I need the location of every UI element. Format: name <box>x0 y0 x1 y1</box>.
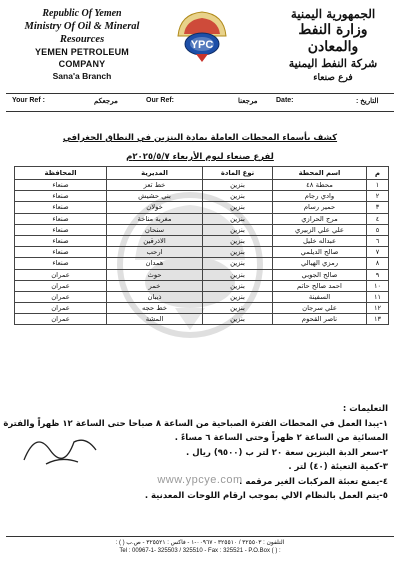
logo-text: YPC <box>190 39 214 51</box>
instruction-line: ٥-يتم العمل بالنظام الالي بموجب ارقام اللوحات المعدنية . <box>144 491 388 501</box>
arabic-ministry-label: وزارة النفط والمعادن <box>298 22 368 55</box>
english-letterhead <box>12 8 152 82</box>
governorate: صنعاء <box>15 247 107 258</box>
row-index: ٩ <box>367 269 389 280</box>
material-type: بنزين <box>203 291 273 302</box>
document-title: كشف بأسماء المحطات العاملة بمادة البنزين في النطاق الجغرافي <box>62 133 338 143</box>
district: ارحب <box>107 247 203 258</box>
material-type: بنزين <box>203 247 273 258</box>
arabic-company-label: شركة النفط اليمنية <box>288 57 378 70</box>
document-subtitle: لفرع صنعاء ليوم الأربعاء ٢٠٢٥/٥/٧م <box>126 152 274 162</box>
row-index: ٥ <box>367 224 389 235</box>
table-row <box>15 291 389 302</box>
governorate: صنعاء <box>15 191 107 202</box>
instruction-line: ٢-سعر الدبة البنزين سعة ٢٠ لتر ب (٩٥٠٠) ريال . <box>186 447 388 458</box>
table-row <box>15 191 389 202</box>
station-name: عبداله خليل <box>273 235 367 246</box>
your-ref-label: Your Ref : <box>12 97 45 104</box>
instructions-heading: التعليمات : <box>342 404 388 414</box>
station-name: حمير رسام <box>273 202 367 213</box>
governorate: عمران <box>15 291 107 302</box>
table-row <box>15 280 389 291</box>
station-name: ناصر القحوم <box>273 314 367 325</box>
table-header-row <box>15 167 389 180</box>
governorate: صنعاء <box>15 180 107 191</box>
row-index: ١ <box>367 180 389 191</box>
district: خط تعز <box>107 180 203 191</box>
district: حوث <box>107 269 203 280</box>
our-ref-label: Our Ref: <box>146 97 174 104</box>
table-row <box>15 180 389 191</box>
table-row <box>15 247 389 258</box>
instruction-line: ٣-كمية التعبئة (٤٠) لتر . <box>288 462 388 472</box>
row-index: ١١ <box>367 291 389 302</box>
table-row <box>15 314 389 325</box>
arabic-letterhead <box>274 6 392 85</box>
governorate: عمران <box>15 280 107 291</box>
row-index: ١٠ <box>367 280 389 291</box>
governorate: صنعاء <box>15 202 107 213</box>
district: همدان <box>107 258 203 269</box>
header-rule <box>6 93 394 94</box>
footer-contact-arabic: التلفون : ٣٢٥٥٠٣ / ٣٢٥٥١٠ - ٠٠٩٦٧-١ - فاكس : ٣٢٥٥٢١ - ص.ب ( ) : <box>115 540 285 546</box>
row-index: ٨ <box>367 258 389 269</box>
row-index: ٦ <box>367 235 389 246</box>
footer-rule <box>6 536 394 537</box>
branch-label: Sana'a Branch <box>52 71 112 81</box>
header-district: المديرية <box>107 167 203 180</box>
republic-label: Republic Of Yemen <box>42 8 122 19</box>
material-type: بنزين <box>203 191 273 202</box>
station-name: محطة ٤٨ <box>273 180 367 191</box>
district: سنحان <box>107 224 203 235</box>
row-index: ٧ <box>367 247 389 258</box>
reference-line <box>6 97 394 111</box>
header-station-name: اسم المحطة <box>273 167 367 180</box>
material-type: بنزين <box>203 224 273 235</box>
date-label: Date: <box>276 97 294 104</box>
station-name: السفينة <box>273 291 367 302</box>
station-name: رمزي الهيالي <box>273 258 367 269</box>
district: بني حشيش <box>107 191 203 202</box>
district: الاذرقين <box>107 235 203 246</box>
governorate: صنعاء <box>15 235 107 246</box>
arabic-republic-label: الجمهورية اليمنية <box>290 7 376 21</box>
governorate: صنعاء <box>15 258 107 269</box>
header-index: م <box>367 167 389 180</box>
website-url: www.ypcye.com <box>157 474 243 486</box>
material-type: بنزين <box>203 314 273 325</box>
governorate: صنعاء <box>15 213 107 224</box>
row-index: ٢ <box>367 191 389 202</box>
instruction-line: ١-يبدا العمل في المحطات الفترة الصباحية من الساعة ٨ صباحا حتى الساعة ١٢ ظهراً والفترة <box>3 418 388 429</box>
station-name: وادي رجام <box>273 191 367 202</box>
date-arabic-label: التاريخ : <box>356 98 379 105</box>
stations-table <box>14 166 389 325</box>
our-ref-arabic-label: مرجعنا <box>238 98 258 105</box>
district: خمر <box>107 280 203 291</box>
station-name: احمد صالح حاتم <box>273 280 367 291</box>
district: المشة <box>107 314 203 325</box>
material-type: بنزين <box>203 213 273 224</box>
your-ref-arabic-label: مرجعكم <box>94 98 118 105</box>
reference-rule <box>6 111 394 112</box>
governorate: عمران <box>15 314 107 325</box>
header-governorate: المحافظة <box>15 167 107 180</box>
ministry-label: Ministry Of Oil & Mineral Resources <box>24 21 140 45</box>
row-index: ٤ <box>367 213 389 224</box>
material-type: بنزين <box>203 180 273 191</box>
material-type: بنزين <box>203 235 273 246</box>
station-name: علي سرجان <box>273 303 367 314</box>
footer-contact-english: Tel : 00967-1- 325503 / 325510 - Fax : 325521 - P.O.Box ( ) : <box>119 548 281 554</box>
table-row <box>15 235 389 246</box>
material-type: بنزين <box>203 303 273 314</box>
header-material-type: نوع المادة <box>203 167 273 180</box>
material-type: بنزين <box>203 269 273 280</box>
station-name: صالح الجوبي <box>273 269 367 280</box>
station-name: صالح الديلمي <box>273 247 367 258</box>
row-index: ١٣ <box>367 314 389 325</box>
instruction-line: المسائية من الساعة ٢ ظهراً وحتى الساعة ٦ مساءً . <box>174 433 388 443</box>
material-type: بنزين <box>203 202 273 213</box>
row-index: ١٢ <box>367 303 389 314</box>
arabic-branch-label: فرع صنعاء <box>313 73 353 83</box>
material-type: بنزين <box>203 258 273 269</box>
instructions-block <box>3 402 388 504</box>
company-label: YEMEN PETROLEUM COMPANY <box>34 47 129 69</box>
table-row <box>15 224 389 235</box>
district: مغربة مناخة <box>107 213 203 224</box>
district: خط حجه <box>107 303 203 314</box>
table-row <box>15 303 389 314</box>
ypc-logo-icon <box>172 8 232 66</box>
table-row <box>15 269 389 280</box>
footer-contact <box>6 539 394 555</box>
station-name: مرج الحرازي <box>273 213 367 224</box>
governorate: عمران <box>15 303 107 314</box>
table-row <box>15 202 389 213</box>
governorate: عمران <box>15 269 107 280</box>
governorate: صنعاء <box>15 224 107 235</box>
table-row <box>15 213 389 224</box>
district: خولان <box>107 202 203 213</box>
table-row <box>15 258 389 269</box>
station-name: علي علي الزبيري <box>273 224 367 235</box>
material-type: بنزين <box>203 280 273 291</box>
district: ذيبان <box>107 291 203 302</box>
row-index: ٣ <box>367 202 389 213</box>
instruction-line: ٤-يمنع تعبئة المركبات الغير مرقمه . <box>239 476 388 487</box>
